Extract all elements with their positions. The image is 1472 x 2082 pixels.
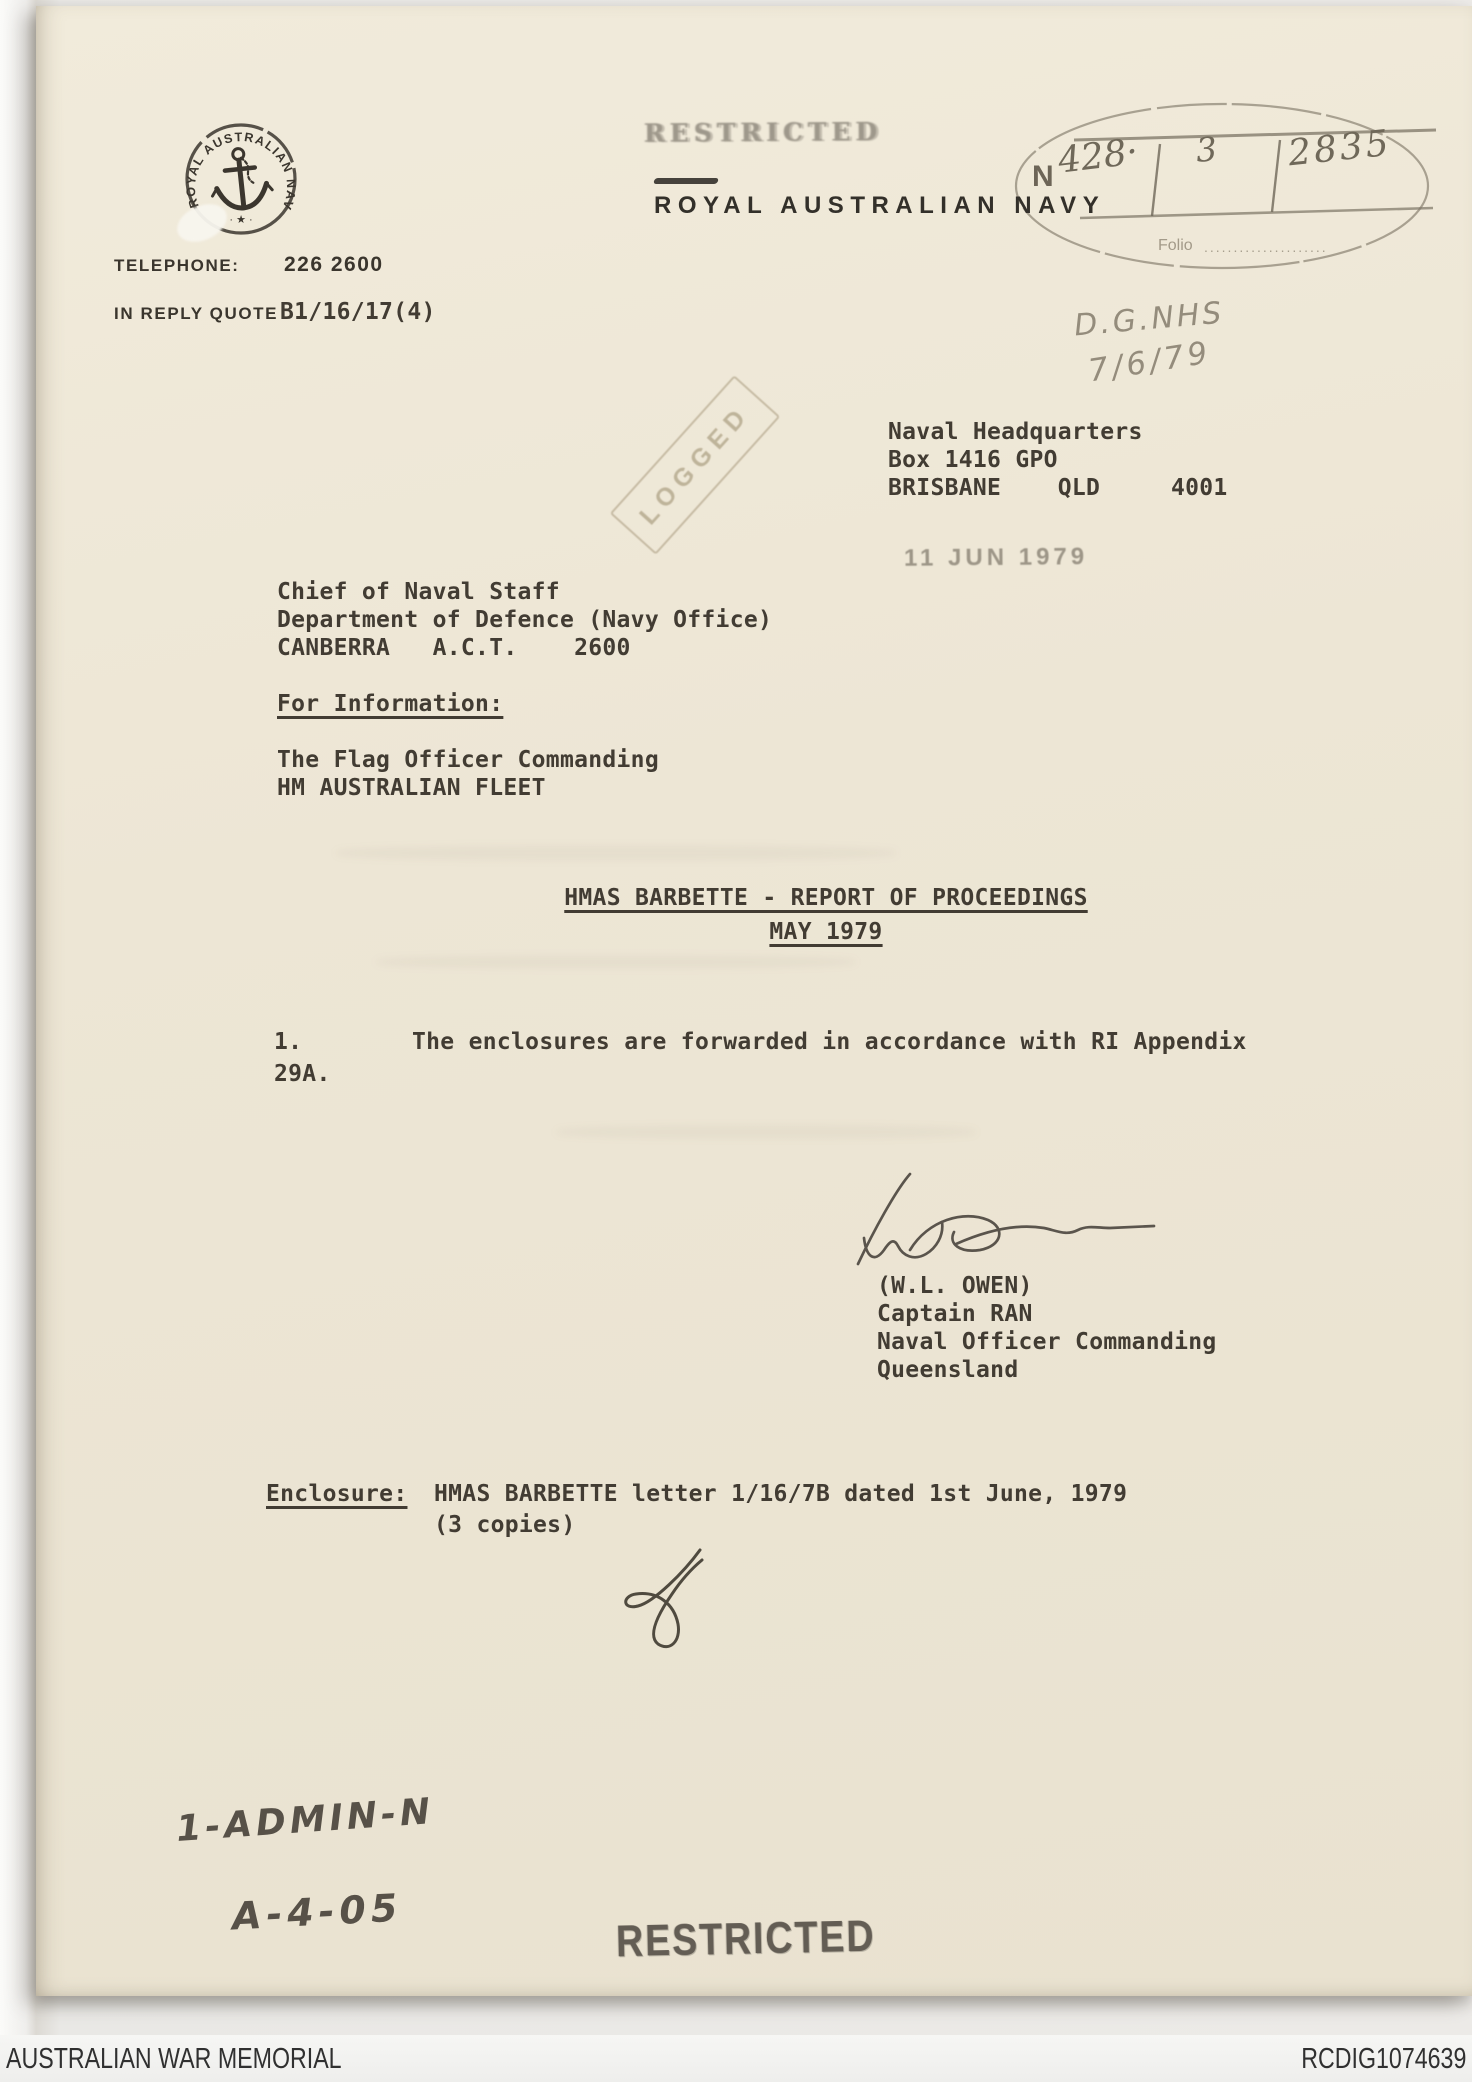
archive-id-label: RCDIG1074639 — [1300, 2043, 1466, 2075]
pencil-note-office: D.G.NHS — [1072, 295, 1226, 344]
pencil-note-date: 7/6/79 — [1085, 334, 1214, 390]
sender-line-1: Naval Headquarters — [888, 419, 1143, 445]
routing-note-1: 1-ADMIN-N — [174, 1791, 436, 1850]
file-number-part2: 3 — [1194, 129, 1219, 170]
bleed-through-smudge — [336, 846, 896, 860]
recipient-line-3: CANBERRA A.C.T. 2600 — [277, 635, 631, 661]
enclosure-line-2: (3 copies) — [434, 1512, 576, 1538]
subject-line-1: HMAS BARBETTE - REPORT OF PROCEEDINGS — [564, 885, 1088, 911]
crest-ring-text: ROYAL AUSTRALIAN NAVY — [165, 95, 299, 213]
file-number-part3: 2835 — [1286, 122, 1394, 175]
telephone-label: TELEPHONE: — [114, 256, 240, 275]
restricted-stamp-bottom: RESTRICTED — [615, 1910, 876, 1966]
reply-quote-label: IN REPLY QUOTE — [114, 304, 279, 323]
archive-source-label: AUSTRALIAN WAR MEMORIAL — [6, 2043, 342, 2075]
paragraph-text-line-2: 29A. — [274, 1061, 331, 1087]
masthead-dash — [653, 178, 719, 184]
bleed-through-smudge — [376, 956, 856, 968]
paragraph-text-line-1: The enclosures are forwarded in accordance with RI Appendix — [412, 1029, 1247, 1055]
sender-line-3: BRISBANE QLD 4001 — [888, 475, 1228, 501]
handwritten-initial — [614, 1544, 724, 1666]
recipient-line-1: Chief of Naval Staff — [277, 579, 560, 605]
file-number-part1: 428· — [1055, 131, 1141, 182]
archive-footer-bar — [0, 2035, 1472, 2082]
file-stamp-bottomline — [1080, 208, 1433, 218]
restricted-stamp-top: RESTRICTED — [643, 117, 883, 148]
folio-label: Folio — [1158, 237, 1193, 254]
subject-line-2: MAY 1979 — [769, 919, 883, 945]
date-received-stamp: 11 JUN 1979 — [903, 543, 1089, 572]
document-page — [36, 6, 1472, 1996]
logged-stamp: LOGGED — [610, 375, 781, 555]
paragraph-number: 1. — [274, 1029, 303, 1055]
recipient-line-2: Department of Defence (Navy Office) — [277, 607, 773, 633]
folio-dotted-line: ..................... — [1204, 239, 1328, 255]
telephone-value: 226 2600 — [284, 253, 384, 276]
for-information-label: For Information: — [277, 691, 504, 717]
signatory-name: (W.L. OWEN) — [877, 1273, 1033, 1299]
signatory-appointment-1: Naval Officer Commanding — [877, 1329, 1217, 1355]
enclosure-line-1: HMAS BARBETTE letter 1/16/7B dated 1st June, 1979 — [434, 1481, 1128, 1507]
sender-line-2: Box 1416 GPO — [888, 447, 1058, 473]
signatory-rank: Captain RAN — [877, 1301, 1033, 1327]
crest-bottom-marks: · ★ · — [229, 214, 253, 226]
signature-ink — [852, 1164, 1172, 1282]
file-stamp-divider2 — [1272, 140, 1280, 212]
info-addressee-line-2: HM AUSTRALIAN FLEET — [277, 775, 546, 801]
bleed-through-smudge — [556, 1126, 976, 1138]
file-stamp-prefix: N — [1032, 160, 1054, 193]
subject-heading — [456, 884, 1196, 946]
reply-quote-value: B1/16/17(4) — [280, 299, 436, 325]
enclosure-label: Enclosure: — [266, 1481, 408, 1507]
routing-note-2: A-4-05 — [230, 1885, 404, 1939]
masthead-title: ROYAL AUSTRALIAN NAVY — [654, 192, 1106, 219]
info-addressee-line-1: The Flag Officer Commanding — [277, 747, 659, 773]
anchor-icon — [208, 146, 274, 211]
signatory-appointment-2: Queensland — [877, 1357, 1019, 1383]
file-stamp-divider1 — [1152, 144, 1160, 216]
